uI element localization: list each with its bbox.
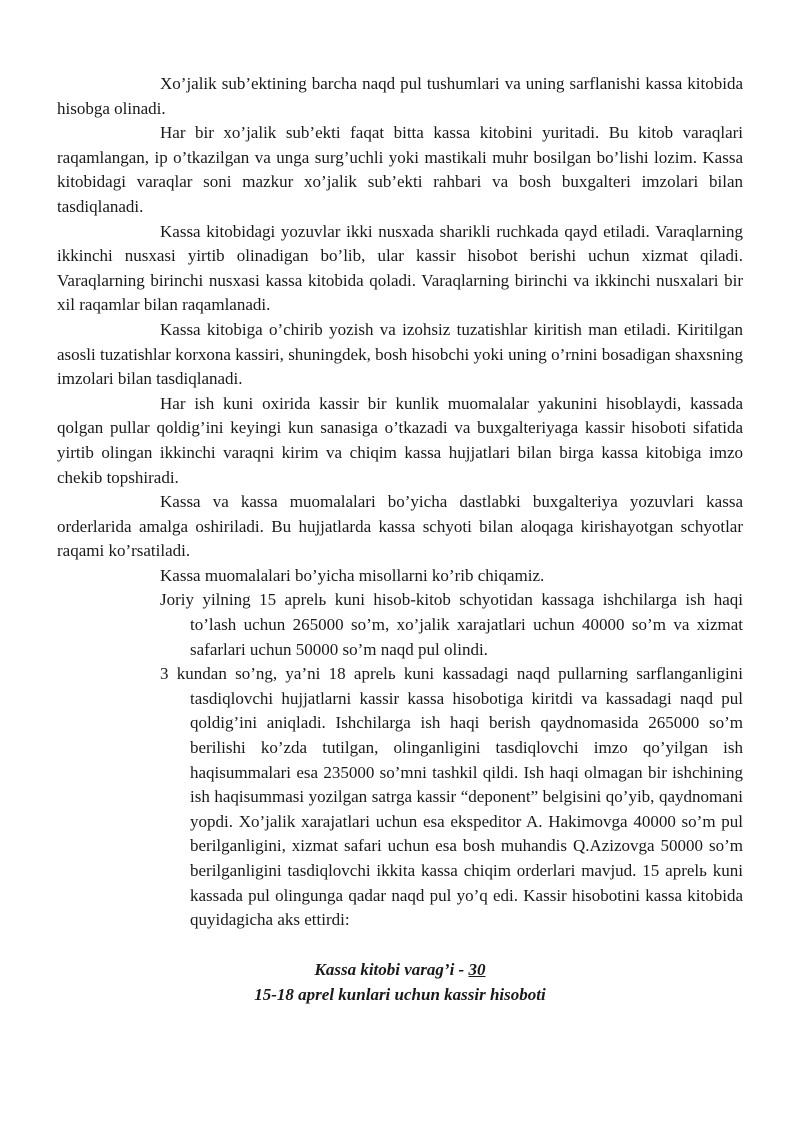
heading-page-number: 30 <box>468 959 486 979</box>
table-heading-subtitle: 15-18 aprel kunlari uchun kassir hisoboti <box>254 984 546 1004</box>
paragraph-3: Kassa kitobidagi yozuvlar ikki nusxada sharikli ruchkada qayd etiladi. Varaqlarning ikkinchi nusxasi yirtib olinadigan bo’lib, ular kassir hisobot berishi uchun xizmat qiladi. Varaqlarning birinchi nusxasi kassa kitobida qoladi. Varaqlarning birinchi va ikkinchi nusxalari bir xil raqamlar bilan raqamlanadi. <box>57 221 743 315</box>
intro-line: Kassa muomalalari bo’yicha misollarni ko’rib chiqamiz. <box>160 565 545 585</box>
spacer <box>57 933 743 957</box>
example-1: Joriy yilning 15 aprelь kuni hisob-kitob schyotidan kassaga ishchilarga ish haqi to’lash uchun 265000 so’m, xo’jalik xarajatlari uchun 40000 so’m va xizmat safarlari uchun 50000 so’m naqd pul olindi. <box>160 590 743 659</box>
paragraph-6: Kassa va kassa muomalalari bo’yicha dastlabki buxgalteriya yozuvlari kassa orderlarida amalga oshiriladi. Bu hujjatlarda kassa schyoti bilan aloqaga kirishayotgan schyotlar raqami ko’rsatiladi. <box>57 492 743 561</box>
paragraph-4: Kassa kitobiga o’chirib yozish va izohsiz tuzatishlar kiritish man etiladi. Kiritilgan asosli tuzatishlar korxona kassiri, shuningdek, bosh hisobchi yoki uning o’rnini bosadigan shaxsning imzolari bilan tasdiqlanadi. <box>57 319 743 389</box>
paragraph-1: Xo’jalik sub’ektining barcha naqd pul tushumlari va uning sarflanishi kassa kitobida hisobga olinadi. <box>57 74 743 118</box>
heading-prefix: Kassa kitobi varag’i - <box>314 959 469 979</box>
paragraph-2: Har bir xo’jalik sub’ekti faqat bitta kassa kitobini yuritadi. Bu kitob varaqlari raqamlangan, ip o’tkazilgan va unga surg’uchli yoki mastikali muhr bosilgan bo’lishi lozim. Kassa kitobidagi varaqlar soni mazkur xo’jalik sub’ekti rahbari va bosh buxgalteri imzolari bilan tasdiqlanadi. <box>57 123 743 216</box>
paragraph-5: Har ish kuni oxirida kassir bir kunlik muomalalar yakunini hisoblaydi, kassada qolgan pullar qoldig’ini keyingi kun sanasiga o’tkazadi va buxgalteriyaga kassir hisoboti sifatida yirtib olingan ikkinchi varaqni kirim va chiqim kassa hujjatlari bilan birga kassa kitobiga imzo chekib topshiradi. <box>57 393 743 487</box>
table-heading-title <box>57 957 743 982</box>
example-2: 3 kundan so’ng, ya’ni 18 aprelь kuni kassadagi naqd pullarning sarflanganligini tasdiqlovchi hujjatlarni kassir kassa hisobotiga kiritdi va kassadagi naqd pul qoldig’ini aniqladi. Ishchilarga ish haqi berish qaydnomasida 265000 so’m berilishi ko’zda tutilgan, olinganligini tasdiqlovchi imzo qo’yilgan ish haqisummalari esa 235000 so’mni tashkil qildi. Ish haqi olmagan bir ishchining ish haqisummasi yozilgan satrga kassir “deponent” belgisini qo’yib, qaydnomani yopdi. Xo’jalik xarajatlari uchun esa ekspeditor A. Hakimovga 40000 so’m pul berilganligini, xizmat safari uchun esa bosh muhandis Q.Azizovga 50000 so’m berilganligini tasdiqlovchi ikkita kassa chiqim orderlari mavjud. 15 aprelь kuni kassada pul olingunga qadar naqd pul yo’q edi. Kassir hisobotini kassa kitobida quyidagicha aks ettirdi: <box>160 664 743 930</box>
